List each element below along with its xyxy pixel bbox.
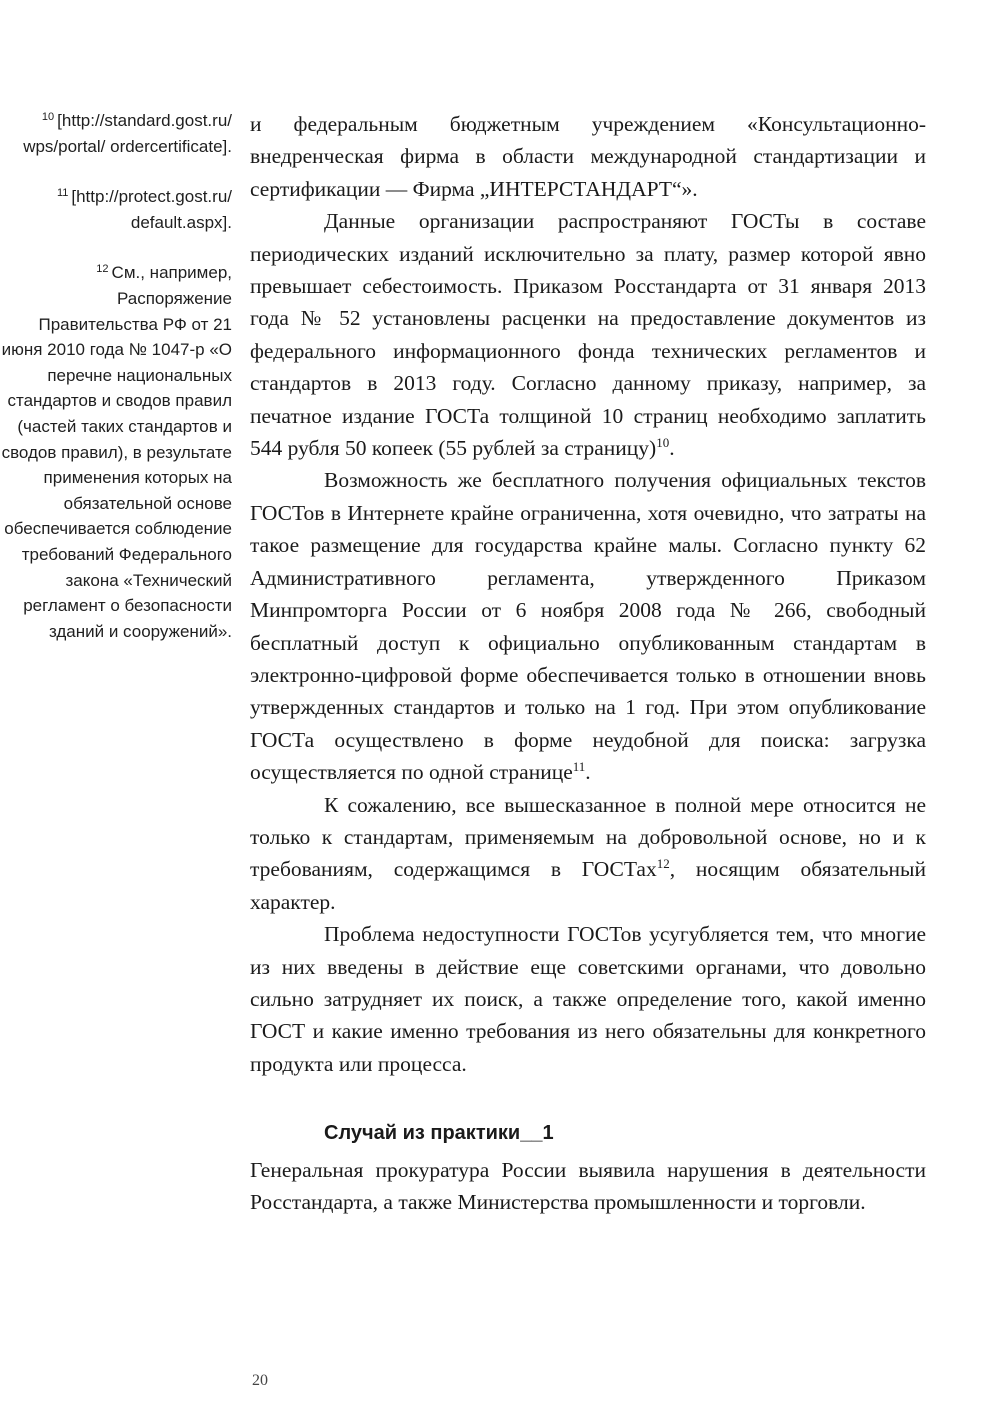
footnote-11 <box>0 184 232 235</box>
footnote-12 <box>0 260 232 644</box>
paragraph-3 <box>250 464 926 788</box>
paragraph-2 <box>250 205 926 464</box>
page-number: 20 <box>252 1372 268 1389</box>
footnote-ref: 11 <box>572 759 586 775</box>
paragraph-text: К сожалению, все вышесказанное в полной мере относится не только к стандартам, применяемым на добровольной основе, но и к требованиям, содержащимся в ГОСТах <box>250 792 926 882</box>
paragraph-6: Генеральная прокуратура России выявила нарушения в деятельности Росстандарта, а также Министерства промышленности и торговли. <box>250 1157 926 1214</box>
footnote-text: [http://protect.gost.ru/ default.aspx]. <box>71 187 232 232</box>
footnote-ref: 10 <box>656 435 670 451</box>
paragraph-text: Возможность же бесплатного получения официальных текстов ГОСТов в Интернете крайне ограниченна, хотя очевидно, что затраты на такое размещение для государства крайне малы. Согласно пункту 62 Административного регламента, утвержденного Приказом Минпромторга России от 6 ноября 2008 года № 266, свободный бесплатный доступ к официально опубликованным стандартам в электронно-цифровой форме обеспечивается только в отношении вновь утвержденных стандартов и только на 1 год. При этом опубликование ГОСТа осуществлено в форме неудобной для поиска: загрузка осуществляется по одной странице <box>250 468 926 785</box>
paragraph-5: Проблема недоступности ГОСТов усугубляется тем, что многие из них введены в действие еще советскими органами, что довольно сильно затрудняет их поиск, а также определение того, какой именно ГОСТ и какие именно требования из него обязательны для конкретного продукта или процесса. <box>250 922 926 1076</box>
paragraph-text: Данные организации распространяют ГОСТы в составе периодических изданий исключительно за плату, размер которой явно превышает себестоимость. Приказом Росстандарта от 31 января 2013 года № 52 установлены расценки на предоставление документов из федерального информационного фонда технических регламентов и стандартов в 2013 году. Согласно данному приказу, например, за печатное издание ГОСТа толщиной 10 страниц необходимо заплатить 544 рубля 50 копеек (55 рублей за страницу) <box>250 209 926 461</box>
footnote-number: 11 <box>56 187 69 200</box>
footnote-number: 12 <box>96 263 109 276</box>
footnote-number: 10 <box>41 111 55 123</box>
sidenotes-column <box>0 108 232 644</box>
case-heading: Случай из практики__1 <box>324 1122 554 1145</box>
paragraph-end: . <box>669 436 675 461</box>
footnote-10 <box>0 108 232 159</box>
main-text-column <box>250 108 926 1218</box>
paragraph-end: , носящим обязательный характер. <box>250 857 927 914</box>
paragraph-4 <box>250 789 926 919</box>
footnote-ref: 12 <box>656 856 670 872</box>
paragraph-end: . <box>585 760 591 785</box>
paragraph-1: и федеральным бюджетным учреждением «Консультационно-внедренческая фирма в области международной стандартизации и сертификации — Фирма „ИНТЕРСТАНДАРТ“». <box>250 112 926 201</box>
footnote-text: См., например, Распоряжение Правительства РФ от 21 июня 2010 года № 1047-р «О перечне национальных стандартов и сводов правил (частей таких стандартов и сводов правил), в результате применения которых на обязательной основе обеспечивается соблюдение требований Федерального закона «Технический регламент о безопасности зданий и сооружений». <box>1 263 232 641</box>
footnote-text: [http://standard.gost.ru/ wps/portal/ ordercertificate]. <box>23 111 232 156</box>
